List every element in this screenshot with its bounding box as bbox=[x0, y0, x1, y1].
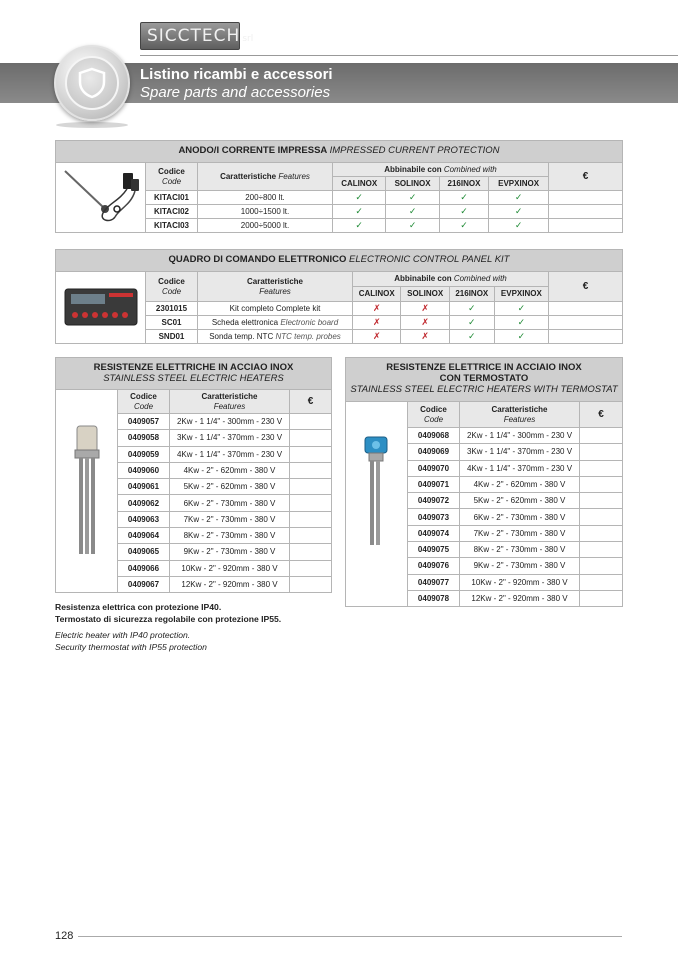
table-row: KITACI02 1000÷1500 lt. ✓ ✓ ✓ ✓ bbox=[56, 205, 623, 219]
note-line: Termostato di sicurezza regolabile con protezione IP55. bbox=[55, 614, 282, 624]
price-cell bbox=[290, 479, 332, 495]
heaters-title: RESISTENZE ELETTRICHE IN ACCIAO INOX STAINLESS STEEL ELECTRIC HEATERS bbox=[56, 358, 332, 390]
col-features: Caratteristiche Features bbox=[198, 163, 333, 191]
cross-icon: ✗ bbox=[401, 330, 449, 344]
table-row: 0409062 6Kw - 2" - 730mm - 380 V bbox=[56, 495, 332, 511]
heater-image bbox=[56, 390, 118, 593]
table-row: SC01 Scheda elettronica Electronic board ✗ ✗ ✓ ✓ bbox=[56, 316, 623, 330]
table-row: 2301015 Kit completo Complete kit ✗ ✗ ✓ ✓ bbox=[56, 302, 623, 316]
footer-rule bbox=[78, 936, 622, 937]
table-row: KITACI01 200÷800 lt. ✓ ✓ ✓ ✓ bbox=[56, 191, 623, 205]
price-cell bbox=[549, 219, 623, 233]
price-cell bbox=[290, 414, 332, 430]
price-cell bbox=[549, 205, 623, 219]
brand-col: 216INOX bbox=[449, 287, 494, 302]
anodo-title: ANODO/I CORRENTE IMPRESSA IMPRESSED CURRENT PROTECTION bbox=[56, 141, 623, 163]
heaters-thermo-title: RESISTENZE ELETTRICE IN ACCIAIO INOX CON TERMOSTATO STAINLESS STEEL ELECTRIC HEATERS WITH TERMOSTAT bbox=[346, 358, 623, 402]
price-cell bbox=[580, 525, 623, 541]
price-cell bbox=[580, 509, 623, 525]
table-row: 0409066 10Kw - 2" - 920mm - 380 V bbox=[56, 560, 332, 576]
brand-col: EVPXINOX bbox=[489, 177, 549, 191]
cross-icon: ✗ bbox=[353, 302, 401, 316]
price-cell bbox=[580, 590, 623, 606]
price-cell bbox=[290, 560, 332, 576]
check-icon: ✓ bbox=[449, 302, 494, 316]
table-row: 0409064 8Kw - 2" - 730mm - 380 V bbox=[56, 528, 332, 544]
heaters-table bbox=[55, 357, 332, 593]
price-cell bbox=[549, 330, 623, 344]
check-icon: ✓ bbox=[449, 316, 494, 330]
col-euro: € bbox=[549, 163, 623, 191]
price-cell bbox=[580, 493, 623, 509]
price-cell bbox=[290, 576, 332, 592]
brand-col: SOLINOX bbox=[401, 287, 449, 302]
price-cell bbox=[290, 430, 332, 446]
heaters-thermo-table bbox=[345, 357, 623, 607]
heater-thermostat-image bbox=[346, 402, 408, 607]
price-cell bbox=[580, 574, 623, 590]
brand-col: CALINOX bbox=[333, 177, 386, 191]
table-row: 0409078 12Kw - 2" - 920mm - 380 V bbox=[346, 590, 623, 606]
col-code: Codice Code bbox=[146, 272, 198, 302]
price-cell bbox=[290, 544, 332, 560]
page-title: Listino ricambi e accessori bbox=[140, 66, 333, 83]
check-icon: ✓ bbox=[439, 219, 488, 233]
table-row: 0409068 2Kw - 1 1/4" - 300mm - 230 V bbox=[346, 428, 623, 444]
check-icon: ✓ bbox=[494, 302, 548, 316]
check-icon: ✓ bbox=[333, 205, 386, 219]
cross-icon: ✗ bbox=[353, 330, 401, 344]
col-code: Codice Code bbox=[146, 163, 198, 191]
table-row: 0409060 4Kw - 2" - 620mm - 380 V bbox=[56, 462, 332, 478]
check-icon: ✓ bbox=[494, 330, 548, 344]
cross-icon: ✗ bbox=[401, 302, 449, 316]
table-row: 0409069 3Kw - 1 1/4" - 370mm - 230 V bbox=[346, 444, 623, 460]
cross-icon: ✗ bbox=[353, 316, 401, 330]
table-row: 0409072 5Kw - 2" - 620mm - 380 V bbox=[346, 493, 623, 509]
check-icon: ✓ bbox=[439, 191, 488, 205]
price-cell bbox=[290, 495, 332, 511]
table-row: 0409070 4Kw - 1 1/4" - 370mm - 230 V bbox=[346, 460, 623, 476]
brand-col: SOLINOX bbox=[386, 177, 439, 191]
price-cell bbox=[549, 302, 623, 316]
check-icon: ✓ bbox=[489, 219, 549, 233]
table-row: 0409073 6Kw - 2" - 730mm - 380 V bbox=[346, 509, 623, 525]
price-cell bbox=[290, 511, 332, 527]
shield-badge-icon bbox=[54, 45, 130, 121]
price-cell bbox=[290, 462, 332, 478]
check-icon: ✓ bbox=[333, 191, 386, 205]
table-row: 0409076 9Kw - 2" - 730mm - 380 V bbox=[346, 558, 623, 574]
quadro-table bbox=[55, 249, 623, 344]
price-cell bbox=[290, 446, 332, 462]
table-row: 0409077 10Kw - 2" - 920mm - 380 V bbox=[346, 574, 623, 590]
table-row: 0409071 4Kw - 2" - 620mm - 380 V bbox=[346, 476, 623, 492]
table-row: KITACI03 2000÷5000 lt. ✓ ✓ ✓ ✓ bbox=[56, 219, 623, 233]
check-icon: ✓ bbox=[333, 219, 386, 233]
anodo-table bbox=[55, 140, 623, 233]
price-cell bbox=[580, 444, 623, 460]
table-row: 0409067 12Kw - 2" - 920mm - 380 V bbox=[56, 576, 332, 592]
col-euro: € bbox=[549, 272, 623, 302]
col-euro: € bbox=[290, 390, 332, 414]
note-line: Security thermostat with IP55 protection bbox=[55, 642, 207, 652]
price-cell bbox=[290, 528, 332, 544]
table-row: 0409058 3Kw - 1 1/4" - 370mm - 230 V bbox=[56, 430, 332, 446]
note-line: Resistenza elettrica con protezione IP40. bbox=[55, 602, 222, 612]
cross-icon: ✗ bbox=[401, 316, 449, 330]
page-number: 128 bbox=[55, 930, 74, 942]
table-row: 0409075 8Kw - 2" - 730mm - 380 V bbox=[346, 542, 623, 558]
note-line: Electric heater with IP40 protection. bbox=[55, 630, 191, 640]
col-combined: Abbinabile con Combined with bbox=[353, 272, 549, 287]
table-row: 0409057 2Kw - 1 1/4" - 300mm - 230 V bbox=[56, 414, 332, 430]
brand-col: 216INOX bbox=[439, 177, 488, 191]
price-cell bbox=[580, 558, 623, 574]
price-cell bbox=[580, 542, 623, 558]
price-cell bbox=[549, 316, 623, 330]
check-icon: ✓ bbox=[439, 205, 488, 219]
table-row: 0409063 7Kw - 2" - 730mm - 380 V bbox=[56, 511, 332, 527]
page-subtitle: Spare parts and accessories bbox=[140, 84, 331, 101]
col-features: Caratteristiche Features bbox=[198, 272, 353, 302]
check-icon: ✓ bbox=[449, 330, 494, 344]
table-row: 0409065 9Kw - 2" - 730mm - 380 V bbox=[56, 544, 332, 560]
col-features: Caratteristiche Features bbox=[170, 390, 290, 414]
col-features: Caratteristiche Features bbox=[460, 402, 580, 428]
check-icon: ✓ bbox=[386, 191, 439, 205]
table-row: 0409059 4Kw - 1 1/4" - 370mm - 230 V bbox=[56, 446, 332, 462]
table-row: 0409074 7Kw - 2" - 730mm - 380 V bbox=[346, 525, 623, 541]
check-icon: ✓ bbox=[494, 316, 548, 330]
col-code: Codice Code bbox=[118, 390, 170, 414]
brand-col: EVPXINOX bbox=[494, 287, 548, 302]
quadro-title: QUADRO DI COMANDO ELETTRONICO ELECTRONIC CONTROL PANEL KIT bbox=[56, 250, 623, 272]
brand-col: CALINOX bbox=[353, 287, 401, 302]
check-icon: ✓ bbox=[489, 191, 549, 205]
table-row: SND01 Sonda temp. NTC NTC temp. probes ✗ ✗ ✓ ✓ bbox=[56, 330, 623, 344]
price-cell bbox=[580, 460, 623, 476]
brand-logo: SICCTECH srl bbox=[140, 22, 240, 50]
col-euro: € bbox=[580, 402, 623, 428]
check-icon: ✓ bbox=[386, 219, 439, 233]
badge-shadow bbox=[56, 122, 128, 128]
header-rule bbox=[140, 55, 678, 56]
price-cell bbox=[580, 476, 623, 492]
price-cell bbox=[549, 191, 623, 205]
shield-icon bbox=[77, 67, 107, 99]
control-panel-image bbox=[56, 272, 146, 344]
check-icon: ✓ bbox=[386, 205, 439, 219]
anode-kit-image bbox=[56, 163, 146, 233]
col-combined: Abbinabile con Combined with bbox=[333, 163, 549, 177]
check-icon: ✓ bbox=[489, 205, 549, 219]
price-cell bbox=[580, 428, 623, 444]
table-row: 0409061 5Kw - 2" - 620mm - 380 V bbox=[56, 479, 332, 495]
col-code: Codice Code bbox=[408, 402, 460, 428]
